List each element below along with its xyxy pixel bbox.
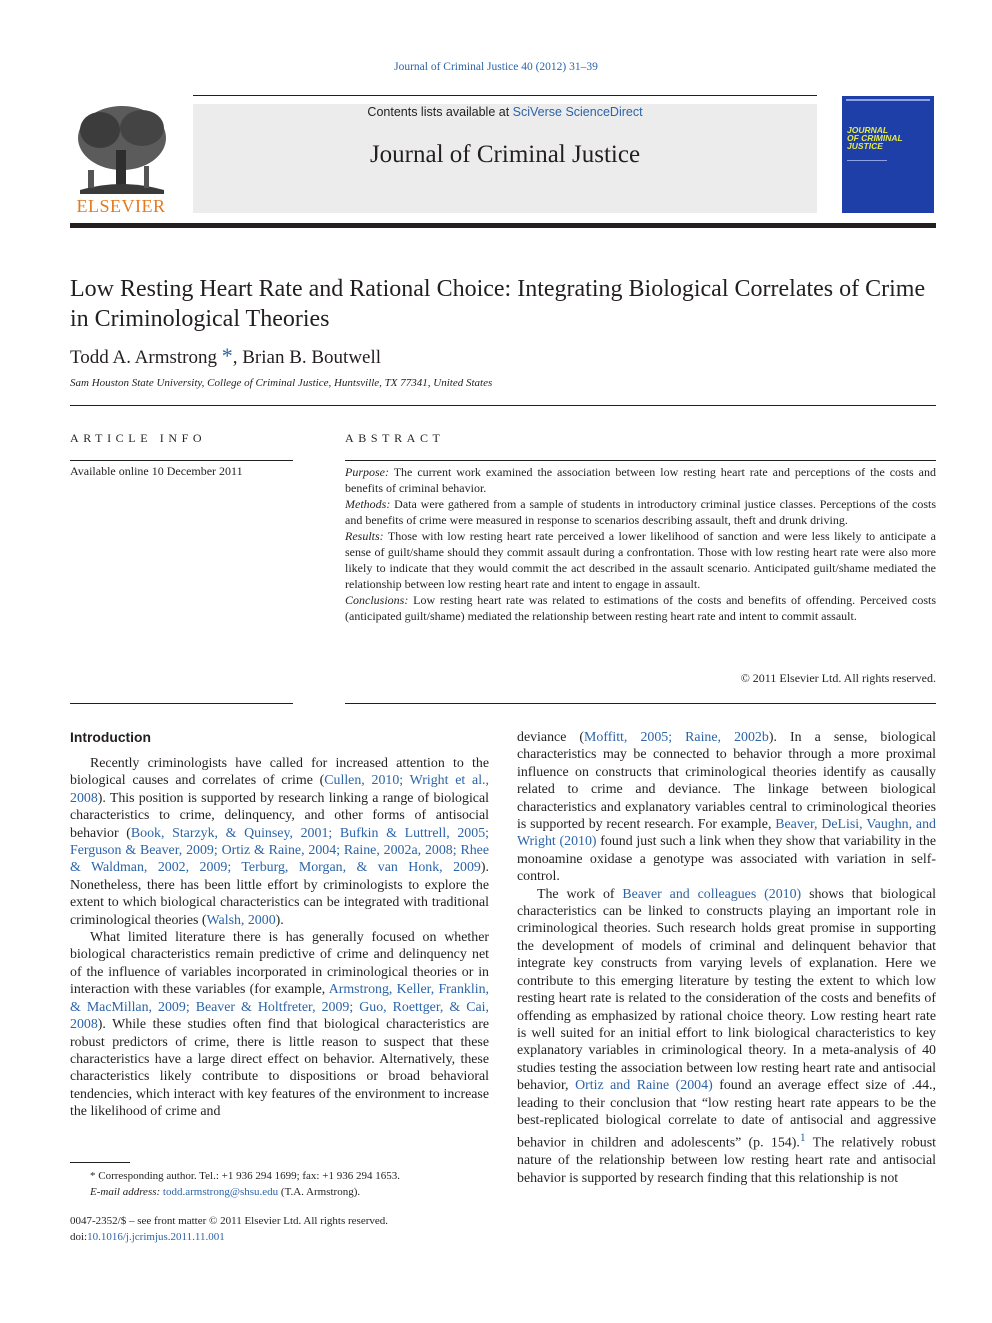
purpose-text: The current work examined the association between low resting heart rate and perceptions of the costs and benefits of criminal behavior.: [345, 465, 936, 495]
p1-text: ).: [275, 912, 284, 928]
doi-link[interactable]: 10.1016/j.jcrimjus.2011.11.001: [87, 1231, 225, 1243]
author-affiliation: Sam Houston State University, College of Criminal Justice, Huntsville, TX 77341, United States: [70, 377, 493, 389]
p2-text: What limited literature there is has generally focused on whether biological characteristics remain predictive of crime and delinquency net of the influence of variables incorporated in criminological theories or in interaction with these variables (for example,: [70, 930, 489, 998]
body-column-right: [517, 729, 936, 1187]
available-online-date: Available online 10 December 2011: [70, 464, 243, 478]
paragraph-2: [70, 929, 489, 1120]
abstract-heading: ABSTRACT: [345, 431, 445, 445]
header-rule: [193, 95, 817, 96]
cover-line: [847, 160, 887, 161]
corresponding-author-footnote: [70, 1168, 489, 1200]
citation-link[interactable]: Walsh, 2000: [206, 912, 276, 928]
citation-link[interactable]: Armstrong, Keller, Franklin, & MacMillan, 2009; Beaver & Holtfreter, 2009; Guo, Roettger, & Cai, 2008: [70, 982, 489, 1033]
conclusions-label: Conclusions:: [345, 593, 409, 607]
corresponding-author-line: [70, 1168, 489, 1184]
front-matter-info: [70, 1213, 489, 1245]
citation-link[interactable]: Beaver, DeLisi, Vaughn, and Wright (2010): [517, 817, 936, 850]
article-info-bottom-rule: [70, 703, 293, 704]
header-bottom-rule: [70, 223, 936, 228]
purpose-label: Purpose:: [345, 465, 389, 479]
introduction-heading: Introduction: [70, 729, 152, 745]
p1-text: Recently criminologists have called for increased attention to the biological causes and correlates of crime (: [70, 756, 489, 789]
cover-title: JOURNAL OF CRIMINAL JUSTICE: [847, 125, 903, 151]
doi-line: [70, 1229, 489, 1245]
conclusions-text: Low resting heart rate was related to estimations of the costs and benefits of offending. Perceived costs (anticipated guilt/shame) mediated the relationship between resting heart rate and intent to commit assault.: [345, 593, 936, 623]
author-separator: ,: [232, 347, 243, 368]
body-column-left: [70, 755, 489, 1121]
results-text: Those with low resting heart rate perceived a lower likelihood of sanction and were less likely to anticipate a sense of guilt/shame should they commit assault during a confrontation. Those with low resting heart rate were also more likely to indicate that they would commit the act described in the assault scenario. Anticipated guilt/shame mediated the relationship between low resting heart rate and intent to engage in assault.: [345, 529, 936, 591]
contents-prefix: Contents lists available at: [367, 105, 513, 119]
p3-text: found just such a link when they show that variability in the monoamine oxidase a genotype was associated with variation in self-control.: [517, 834, 936, 885]
p1-text: ). Nonetheless, there has been little effort by criminologists to explore the extent to which biological characteristics can be integrated with traditional criminological theories (: [70, 860, 489, 928]
author-boutwell: Brian B. Boutwell: [242, 347, 382, 368]
elsevier-wordmark: ELSEVIER: [76, 196, 166, 216]
methods-label: Methods:: [345, 497, 391, 511]
paragraph-3: [517, 729, 936, 886]
p1-text: ). This position is supported by research linking a range of biological characteristics to crime, delinquency, and other forms of antisocial behavior (: [70, 790, 489, 841]
corresponding-author-mark[interactable]: *: [221, 343, 233, 368]
corresponding-mark: *: [90, 1170, 96, 1182]
contents-availability-line: [193, 105, 817, 119]
citation-link[interactable]: Moffitt, 2005; Raine, 2002b: [584, 730, 769, 745]
cover-stripe: [846, 99, 930, 101]
citation-link[interactable]: Ortiz and Raine (2004): [575, 1078, 713, 1094]
abstract-conclusions: [345, 592, 936, 624]
sciencedirect-link[interactable]: SciVerse ScienceDirect: [512, 105, 643, 119]
p4-text: found an average effect size of .44., leading to their conclusion that “low resting heart rate appears to be the best-replicated biological correlate to date of antisocial and aggressive behavior in children and adolescents” (p. 154).: [517, 1078, 936, 1151]
footnote-1-link[interactable]: 1: [799, 1131, 806, 1145]
methods-text: Data were gathered from a sample of students in introductory criminal justice classes. Perceptions of the costs and benefits of crime were measured in response to scenarios describing assault, theft and drunk driving.: [345, 497, 936, 527]
p4-text: The relatively robust nature of the relationship between low resting heart rate and antisocial behavior is supported by research finding that this relationship is not: [517, 1135, 936, 1186]
footnote-rule: [70, 1162, 130, 1163]
author-armstrong: Todd A. Armstrong: [70, 347, 217, 368]
abstract-methods: [345, 496, 936, 528]
article-info-heading: ARTICLE INFO: [70, 431, 207, 445]
corresponding-contact: Corresponding author. Tel.: +1 936 294 1699; fax: +1 936 294 1653.: [95, 1170, 400, 1182]
author-list: [70, 343, 381, 369]
abstract-copyright: © 2011 Elsevier Ltd. All rights reserved.: [740, 671, 936, 685]
abstract-body: [345, 464, 936, 624]
journal-cover-thumbnail[interactable]: [842, 96, 934, 213]
email-link[interactable]: todd.armstrong@shsu.edu: [162, 1186, 279, 1198]
email-suffix: (T.A. Armstrong).: [278, 1186, 361, 1198]
doi-label: doi:: [70, 1231, 88, 1243]
email-label: E-mail address:: [90, 1186, 161, 1198]
email-line: [70, 1184, 489, 1200]
p4-text: The work of: [537, 886, 623, 902]
abstract-bottom-rule: [345, 703, 936, 704]
abstract-rule: [345, 460, 936, 461]
p3-text: ). In a sense, biological characteristics may be connected to behavior through a more proximal influence on constructs that criminological theories identify as causally related to crime and deviance. The linkage between biological characteristics and explanatory variables central to criminological theories is supported by recent research. For example,: [517, 730, 936, 833]
citation-link[interactable]: Book, Starzyk, & Quinsey, 2001; Bufkin & Luttrell, 2005; Ferguson & Beaver, 2009; Ortiz & Raine, 2004; Raine, 2002a, 2008; Rhee & Waldman, 2002, 2009; Terburg, Morgan, & van Honk, 2009: [70, 825, 489, 876]
journal-reference-link[interactable]: Journal of Criminal Justice 40 (2012) 31–39: [394, 61, 598, 73]
results-label: Results:: [345, 529, 384, 543]
p4-text: shows that biological characteristics can be linked to constructs playing an important role in criminological theories. Such research holds great promise in supporting the development of models of criminal and delinquent behavior that integrate key constructs from varying levels of explanation. Here we contribute to this emerging literature by testing the extent to which low resting heart rate is related to the consideration of the costs and benefits of offending as emphasized by rational choice theory. Low resting heart rate is well suited for an initial effort to link biological characteristics to key explanatory variables in criminological theory. In a meta-analysis of 40 studies testing the association between low resting heart rate and antisocial behavior,: [517, 886, 936, 1094]
paragraph-1: [70, 755, 489, 929]
journal-name: Journal of Criminal Justice: [369, 141, 641, 168]
issn-line: 0047-2352/$ – see front matter © 2011 Elsevier Ltd. All rights reserved.: [70, 1215, 389, 1227]
abstract-results: [345, 528, 936, 592]
article-title: Low Resting Heart Rate and Rational Choice: Integrating Biological Correlates of Crime in Criminological Theories: [70, 276, 926, 332]
title-rule: [70, 405, 936, 406]
p3-text: deviance (: [517, 730, 585, 745]
citation-link[interactable]: Cullen, 2010; Wright et al., 2008: [70, 773, 489, 806]
paragraph-4: [517, 886, 936, 1188]
article-info-rule: [70, 460, 293, 461]
abstract-purpose: [345, 464, 936, 496]
citation-link[interactable]: Beaver and colleagues (2010): [622, 886, 802, 902]
p2-text: ). While these studies often find that biological characteristics are robust predictors of crime, there is little reason to suspect that these characteristics have a large direct effect on behavior. Alternatively, these characteristics likely contribute to dispositions or broad behavioral tendencies, which interact with key features of the environment to increase the likelihood of crime and: [70, 1017, 489, 1120]
